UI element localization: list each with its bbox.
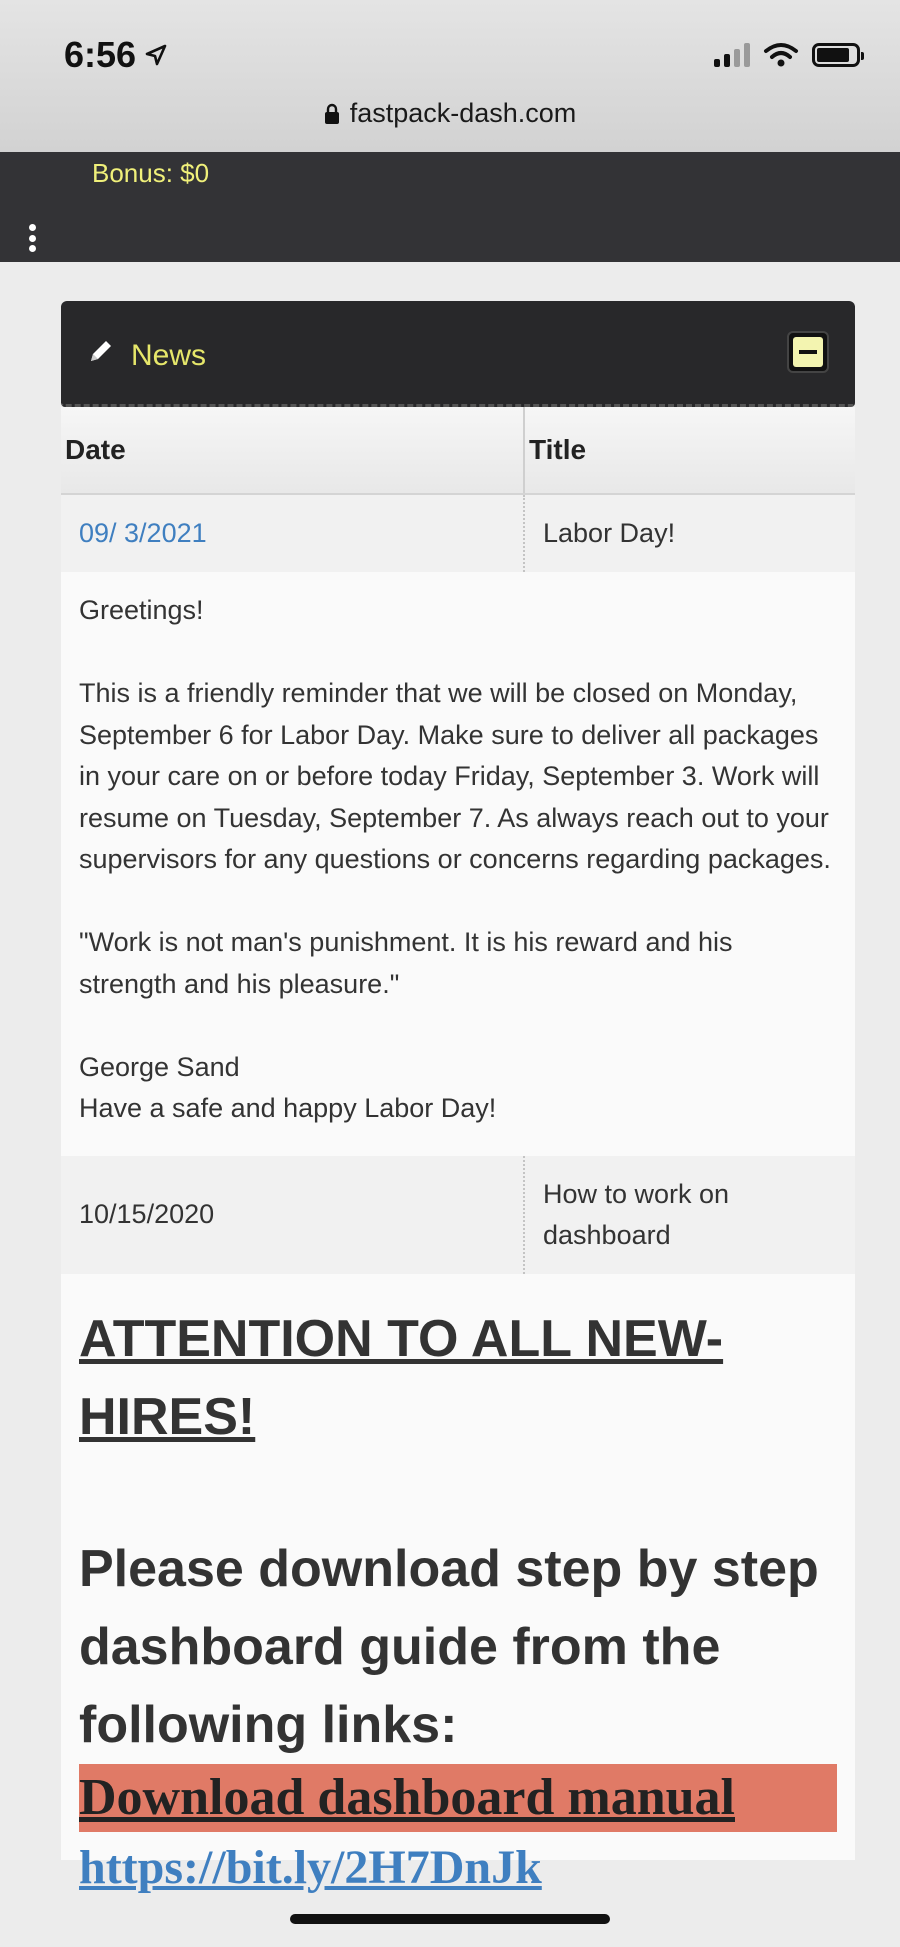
news-panel [61,301,855,1894]
download-manual-link[interactable]: Download dashboard manual [79,1764,837,1832]
short-url-link[interactable]: https://bit.ly/2H7DnJk [79,1840,542,1894]
body-paragraph: Greetings! [79,595,204,625]
pencil-icon [87,337,115,365]
body-paragraph: Have a safe and happy Labor Day! [79,1093,497,1123]
location-arrow-icon [144,43,168,67]
battery-icon [812,43,860,67]
cellular-signal-icon [714,43,750,67]
minus-icon [793,337,823,367]
news-body-row [61,572,855,1156]
news-table [61,407,855,1894]
column-header-title[interactable]: Title [524,407,855,494]
date-cell [61,494,524,572]
more-menu-icon[interactable] [26,224,38,252]
body-paragraph: George Sand [79,1051,240,1082]
attention-heading: ATTENTION TO ALL NEW-HIRES! [79,1309,724,1446]
lock-icon [324,103,340,125]
home-indicator [290,1914,610,1924]
bonus-label: Bonus: $0 [92,158,210,188]
news-date-link[interactable]: 09/ 3/2021 [79,518,207,548]
title-cell: How to work on dashboard [524,1156,855,1274]
news-body [61,1274,855,1894]
clock: 6:56 [64,34,137,75]
column-header-date[interactable]: Date [61,407,524,494]
address-bar[interactable] [0,98,900,129]
body-paragraph: This is a friendly reminder that we will be closed on Monday, September 6 for Labor Day. Make sure to deliver all packages in your care on or before today Friday, September 3. Work will resume on Tuesday, September 7. As always reach out to your supervisors for any questions or concerns regarding packages. [79,678,831,874]
table-row[interactable] [61,1156,855,1274]
table-row[interactable] [61,494,855,572]
news-body-row [61,1274,855,1860]
title-cell: Labor Day! [524,494,855,572]
status-icons [714,42,860,68]
url-text: fastpack-dash.com [349,98,577,128]
status-time [64,34,168,76]
date-cell: 10/15/2020 [61,1156,524,1274]
browser-top-bar [0,0,900,152]
news-body [61,572,855,1156]
wifi-icon [764,42,798,68]
body-paragraph: "Work is not man's punishment. It is his reward and his strength and his pleasure." [79,927,733,999]
download-instructions: Please download step by step dashboard guide from the following links: [79,1539,819,1754]
news-panel-header [61,301,855,407]
collapse-button[interactable] [787,331,829,373]
panel-title: News [131,339,207,372]
